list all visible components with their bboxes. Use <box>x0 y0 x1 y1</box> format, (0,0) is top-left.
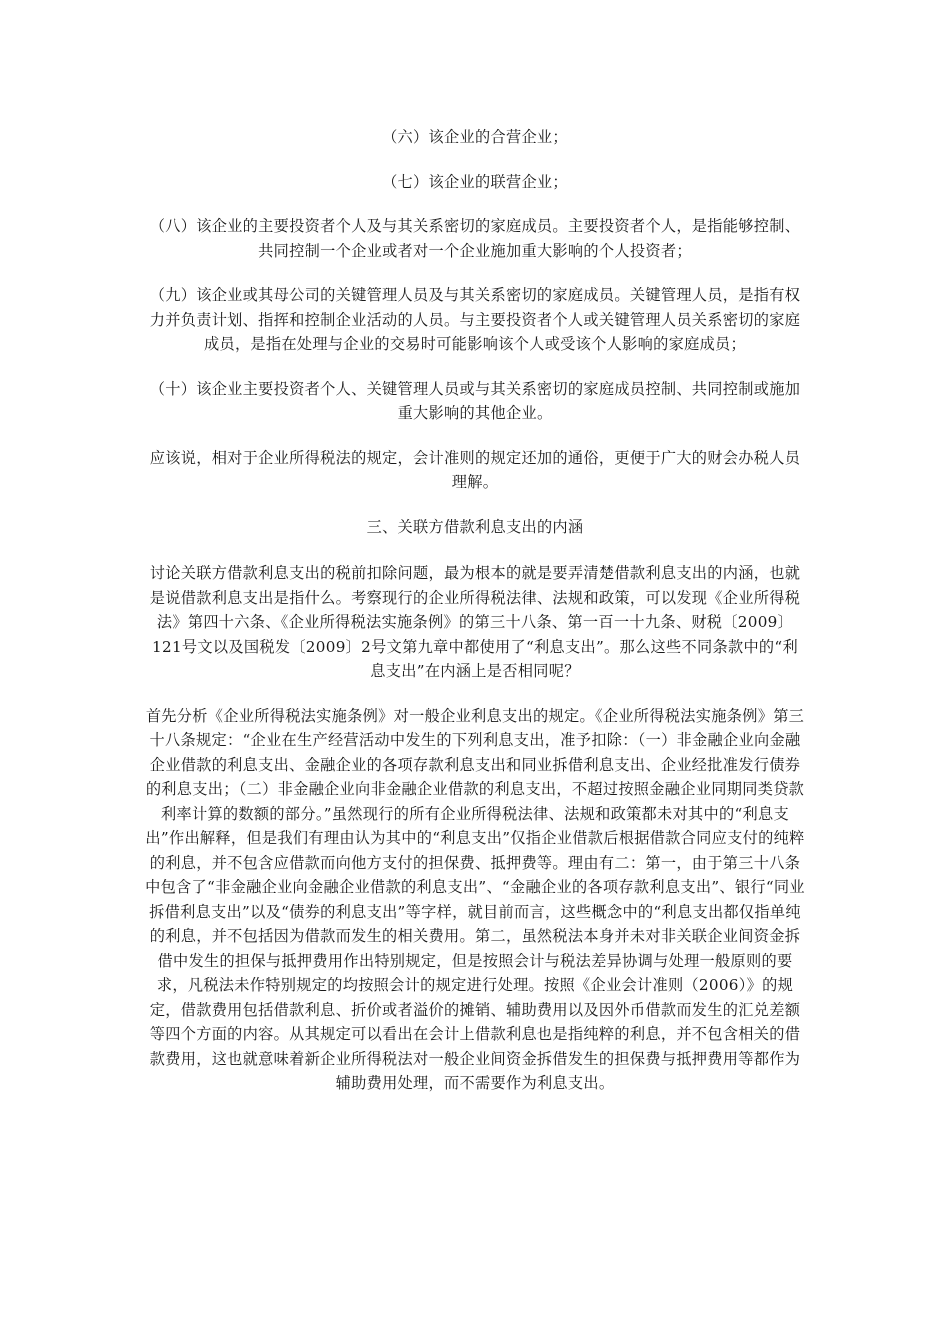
section-heading: 三、关联方借款利息支出的内涵 <box>366 517 584 536</box>
paragraph-analysis: 首先分析《企业所得税法实施条例》对一般企业利息支出的规定。《企业所得税法实施条例》第三十八条规定：“企业在生产经营活动中发生的下列利息支出，准予扣除：（一）非金融企业向金融企业借款的利息支出、金融企业的各项存款利息支出和同业拆借利息支出、企业经批准发行债券的利息支出；（二）非金融企业向非金融企业借款的利息支出，不超过按照金融企业同期同类贷款利率计算的数额的部分。”虽然现行的所有企业所得税法律、法规和政策都未对其中的“利息支出”作出解释，但是我们有理由认为其中的“利息支出”仅指企业借款后根据借款合同应支付的纯粹的利息，并不包含应借款而向他方支付的担保费、抵押费等。理由有二：第一，由于第三十八条中包含了“非金融企业向金融企业借款的利息支出”、“金融企业的各项存款利息支出”、银行“同业拆借利息支出”以及“债券的利息支出”等字样，就目前而言，这些概念中的“利息支出都仅指单纯的利息，并不包括因为借款而发生的相关费用。第二，虽然税法本身并未对非关联企业间资金拆借中发生的担保与抵押费用作出特别规定，但是按照会计与税法差异协调与处理一般原则的要求，凡税法未作特别规定的均按照会计的规定进行处理。按照《企业会计准则（2006）》的规定，借款费用包括借款利息、折价或者溢价的摊销、辅助费用以及因外币借款而发生的汇兑差额等四个方面的内容。从其规定可以看出在会计上借款利息也是指纯粹的利息，并不包含相关的借款费用，这也就意味着新企业所得税法对一般企业间资金拆借发生的担保费与抵押费用等都作为辅助费用处理，而不需要作为利息支出。 <box>145 706 805 1092</box>
paragraph-item-7: （七）该企业的联营企业； <box>382 172 568 191</box>
paragraph-item-6: （六）该企业的合营企业； <box>382 128 568 146</box>
paragraph-item-9: （九）该企业或其母公司的关键管理人员及与其关系密切的家庭成员。关键管理人员，是指有权力并负责计划、指挥和控制企业活动的人员。与主要投资者个人或关键管理人员关系密切的家庭成员，是指在处理与企业的交易时可能影响该个人或受该个人影响的家庭成员； <box>149 286 801 353</box>
paragraph-conclusion: 应该说，相对于企业所得税法的规定，会计准则的规定还加的通俗，更便于广大的财会办税人员理解。 <box>149 448 801 491</box>
document-body <box>145 125 805 1116</box>
paragraph-discussion: 讨论关联方借款利息支出的税前扣除问题，最为根本的就是要弄清楚借款利息支出的内涵，也就是说借款利息支出是指什么。考察现行的企业所得税法律、法规和政策，可以发现《企业所得税法》第四十六条、《企业所得税法实施条例》的第三十八条、第一百一十九条、财税〔2009〕121号文以及国税发〔2009〕2号文第九章中都使用了“利息支出”。那么这些不同条款中的“利息支出”在内涵上是否相同呢？ <box>149 564 801 680</box>
paragraph-item-8: （八）该企业的主要投资者个人及与其关系密切的家庭成员。主要投资者个人，是指能够控制、共同控制一个企业或者对一个企业施加重大影响的个人投资者； <box>149 217 801 260</box>
paragraph-item-10: （十）该企业主要投资者个人、关键管理人员或与其关系密切的家庭成员控制、共同控制或施加重大影响的其他企业。 <box>149 379 801 422</box>
